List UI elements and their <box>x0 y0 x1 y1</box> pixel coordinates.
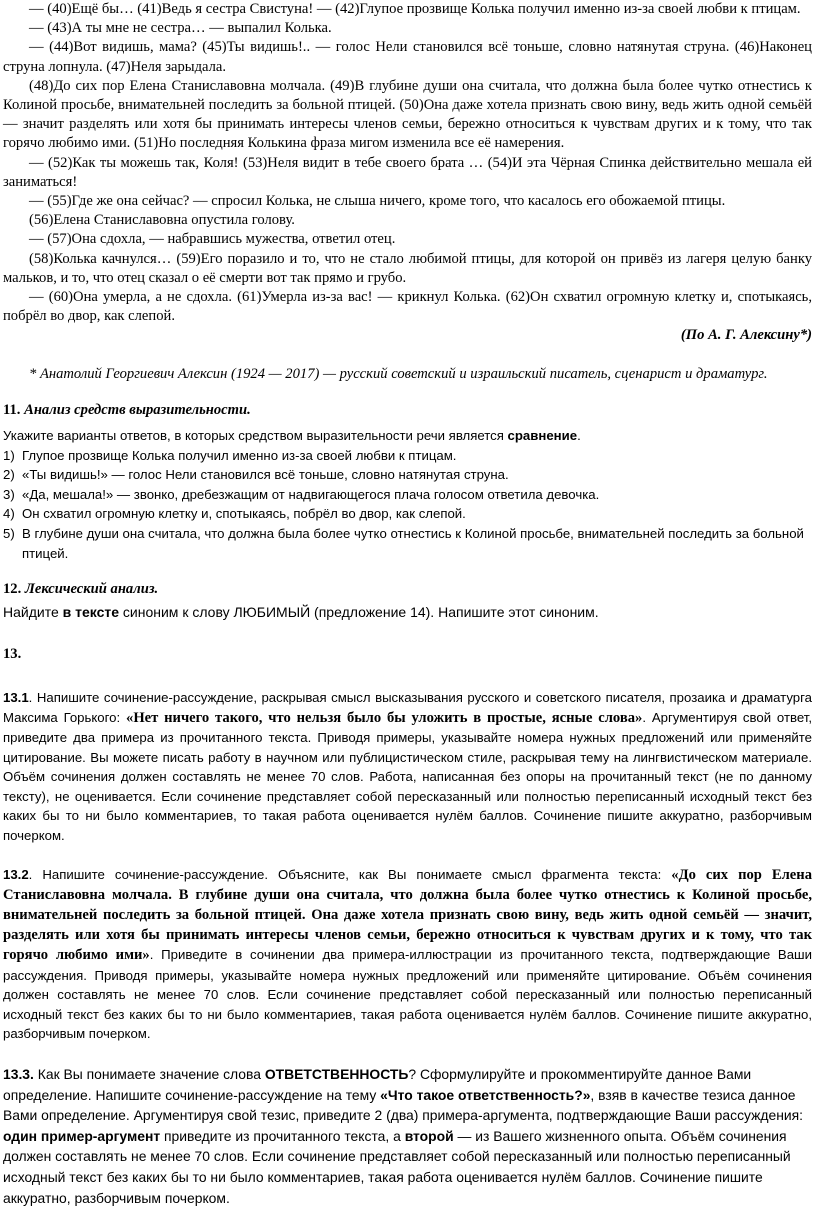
story-paragraph-44: — (44)Вот видишь, мама? (45)Ты видишь!.. — голос Нели становился всё тоньше, словно натянутая струна. (46)Наконец струна лопнула. (47)Неля зарыдала. <box>3 39 812 75</box>
task-13-2 <box>3 865 812 1044</box>
story-paragraph-43: — (43)А ты мне не сестра… — выпалил Колька. <box>29 20 332 37</box>
task-13-3-text-5: — из Вашего жизненного опыта. Объём сочинения должен составлять не менее 70 слов. Если сочинение представляет собой пересказанный или полностью переписанный исходный текст без каких бы то ни было комментариев, такая работа оценивается нулём баллов. Сочинение пишите аккуратно, разборчивым почерком. <box>3 1127 791 1206</box>
task-13-1-quote: «Нет ничего такого, что нельзя было бы уложить в простые, ясные слова» <box>126 709 643 726</box>
answer-option-text: В глубине души она считала, что должна была более чутко отнестись к Колиной просьбе, внимательней последить за больной птицей. <box>22 526 804 561</box>
task-13-3-first-argument: один пример-аргумент <box>3 1127 161 1144</box>
story-paragraph-52: — (52)Как ты можешь так, Коля! (53)Неля видит в тебе своего брата … (54)И эта Чёрная Спинка действительно мешала ей заниматься! <box>3 154 812 190</box>
task-13-1-number: 13.1 <box>3 690 29 706</box>
task-11-intro <box>3 426 812 446</box>
task-13-3-text-3: , взяв в качестве тезиса данное Вами определение. Аргументируя свой тезис, приведите 2 (два) примера-аргумента, подтверждающие Ваши рассуждения: <box>3 1086 804 1124</box>
task-12-keyword: в тексте <box>62 604 120 621</box>
task-13-3-text-4: приведите из прочитанного текста, а <box>160 1127 405 1144</box>
task-12-text-end: синоним к слову ЛЮБИМЫЙ (предложение 14). Напишите этот синоним. <box>119 604 599 621</box>
story-paragraph-55: — (55)Где же она сейчас? — спросил Колька, не слыша ничего, кроме того, что касалось его обожаемой птицы. <box>29 193 726 210</box>
author-footnote: * Анатолий Георгиевич Алексин (1924 — 2017) — русский советский и израильский писатель, сценарист и драматург. <box>29 365 768 382</box>
story-paragraph-57: — (57)Она сдохла, — набравшись мужества, ответил отец. <box>29 231 396 248</box>
task-12-number: 12. <box>3 581 22 598</box>
task-13-1 <box>3 688 812 845</box>
answer-option-2[interactable] <box>3 465 812 485</box>
task-13-2-quote: «До сих пор Елена Станиславовна молчала. В глубине души она считала, что должна была более чутко отнестись к Колиной просьбе, внимательней последить за больной птицей. Она даже хотела признать свою вину, ведь жить одной семьёй — значит, разделять или хотя бы принимать интересы членов семьи, бережно относиться к чувствам других и к тому, что так горячо любимо ими» <box>3 866 812 964</box>
answer-option-number: 3) <box>3 486 15 502</box>
task-11-intro-keyword: сравнение <box>507 428 578 444</box>
task-13-2-number: 13.2 <box>3 866 29 882</box>
answer-option-number: 2) <box>3 467 15 483</box>
answer-option-1[interactable] <box>3 446 812 466</box>
story-source: (По А. Г. Алексину*) <box>680 327 812 344</box>
task-11-intro-text: Укажите варианты ответов, в которых средством выразительности речи является <box>3 428 508 444</box>
answer-option-5[interactable] <box>3 524 812 563</box>
task-11-body <box>3 426 812 563</box>
task-13-3-number: 13.3. <box>3 1065 34 1082</box>
task-13-2-instructions: . Приведите в сочинении два примера-иллюстрации из прочитанного текста, подтверждающие Ваши рассуждения. Приводя примеры, указывайте номера нужных предложений или применяйте цитирование. Объём сочинения должен составлять не менее 70 слов. Если сочинение представляет собой пересказанный или полностью переписанный исходный текст без каких бы то ни было комментариев, такая работа оценивается нулём баллов. Сочинение пишите аккуратно, разборчивым почерком. <box>3 947 812 1042</box>
answer-option-number: 5) <box>3 526 15 542</box>
answer-option-3[interactable] <box>3 485 812 505</box>
task-13-3-text-1: Как Вы понимаете значение слова <box>33 1065 265 1082</box>
story-paragraph-40: — (40)Ещё бы… (41)Ведь я сестра Свистуна! — (42)Глупое прозвище Колька получил именно из-за своей любви к птицам. <box>29 1 801 17</box>
answer-option-text: Он схватил огромную клетку и, спотыкаясь, побрёл во двор, как слепой. <box>22 506 466 522</box>
story-paragraph-48: (48)До сих пор Елена Станиславовна молчала. (49)В глубине души она считала, что должна была более чутко отнестись к Колиной просьбе, внимательней последить за больной птицей. (50)Она даже хотела признать свою вину, ведь жить одной семьёй — значит разделять или хотя бы принимать интересы членов семьи, бережно относиться к чувствам других и к тому, что так горячо любимо ими. (51)Но последняя Колькина фраза мигом изменила все её намерения. <box>3 77 812 152</box>
task-11-heading <box>3 401 812 420</box>
task-11 <box>3 401 812 563</box>
answer-option-text: «Да, мешала!» — звонко, дребезжащим от надвигающегося плача голосом ответила девочка. <box>22 486 600 502</box>
task-11-intro-end: . <box>577 428 581 444</box>
answer-option-text: «Ты видишь!» — голос Нели становился всё тоньше, словно натянутая струна. <box>22 467 509 483</box>
task-13-3 <box>3 1064 812 1208</box>
task-13-1-instructions: . Аргументируя свой ответ, приведите два примера из прочитанного текста. Приводя примеры, указывайте номера нужных предложений или применяйте цитирование. Вы можете писать работу в научном или публицистическом стиле, раскрывая тему на лингвистическом материале. Объём сочинения должен составлять не менее 70 слов. Работа, написанная без опоры на прочитанный текст (не по данному тексту), не оценивается. Если сочинение представляет собой пересказанный или полностью переписанный исходный текст без каких бы то ни было комментариев, то такая работа оценивается нулём баллов. Сочинение пишите аккуратно, разборчивым почерком. <box>3 709 813 843</box>
story-text <box>3 0 812 384</box>
answer-option-number: 1) <box>3 447 15 463</box>
task-12-text-start: Найдите <box>3 604 63 621</box>
task-12-text <box>3 603 812 623</box>
story-paragraph-60: — (60)Она умерла, а не сдохла. (61)Умерла из-за вас! — крикнул Колька. (62)Он схватил огромную клетку и, спотыкаясь, побрёл во двор, как слепой. <box>3 289 812 325</box>
task-12-heading <box>3 580 812 599</box>
task-13-heading: 13. <box>3 646 22 663</box>
answer-option-text: Глупое прозвище Колька получил именно из-за своей любви к птицам. <box>22 447 457 463</box>
task-13-3-keyword: ОТВЕТСТВЕННОСТЬ <box>264 1065 409 1082</box>
task-13-2-text: . Напишите сочинение-рассуждение. Объясните, как Вы понимаете смысл фрагмента текста: <box>28 866 672 882</box>
task-12 <box>3 580 812 623</box>
task-11-number: 11. <box>3 401 21 418</box>
task-13-3-text-2: ? Сформулируйте и прокомментируйте данное Вами определение. Напишите сочинение-рассуждение на тему <box>3 1065 752 1103</box>
story-paragraph-56: (56)Елена Станиславовна опустила голову. <box>29 212 295 229</box>
answer-option-number: 4) <box>3 506 15 522</box>
story-paragraph-58: (58)Колька качнулся… (59)Его поразило и то, что не стало любимой птицы, для которой он привёз из лагеря целую банку мальков, и то, что отец сказал о её смерти вот так прямо и грубо. <box>3 250 812 286</box>
task-13-3-second-argument: второй <box>404 1127 454 1144</box>
task-13-3-topic: «Что такое ответственность?» <box>380 1086 591 1103</box>
answer-option-4[interactable] <box>3 504 812 524</box>
task-13-1-text: . Напишите сочинение-рассуждение, раскрывая смысл высказывания русского и советского писателя, прозаика и драматурга Максима Горького: <box>3 690 812 725</box>
task-11-title: Анализ средств выразительности. <box>24 401 251 418</box>
task-12-title: Лексический анализ. <box>24 581 159 598</box>
